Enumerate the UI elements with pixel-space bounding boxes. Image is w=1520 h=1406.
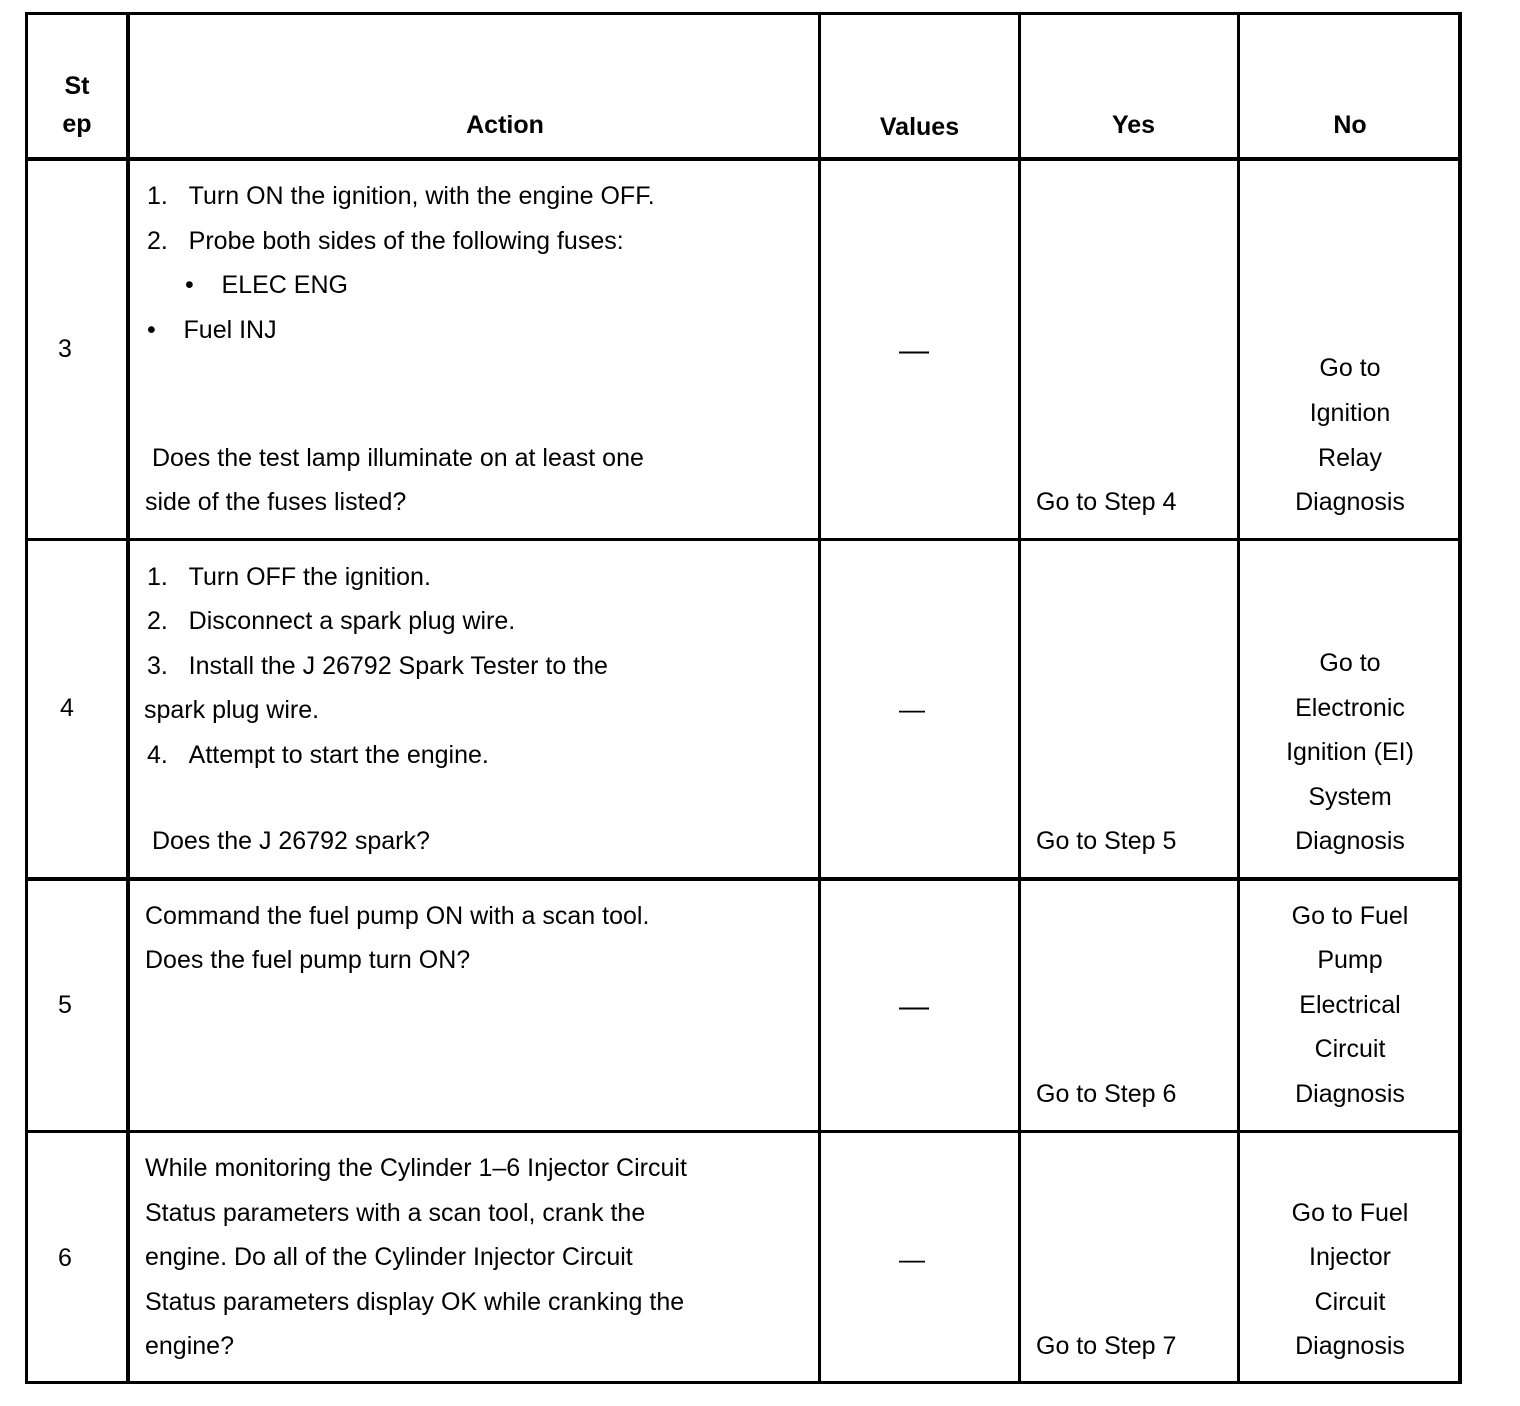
row-yes: Go to Step 7 <box>1036 1332 1177 1360</box>
no-line: Ignition (EI) <box>1286 738 1414 766</box>
grid-line <box>1018 12 1021 1384</box>
grid-line <box>25 1381 1462 1384</box>
no-line: Diagnosis <box>1295 827 1405 855</box>
no-line: Go to Fuel <box>1291 902 1409 930</box>
action-line: Status parameters with a scan tool, crank the <box>145 1199 646 1227</box>
header-step-line: ep <box>62 110 92 138</box>
grid-line <box>818 12 821 1384</box>
action-line: Command the fuel pump ON with a scan tool. <box>145 902 650 930</box>
no-line: System <box>1308 783 1392 811</box>
header-no: No <box>1333 111 1367 139</box>
no-line: Pump <box>1317 946 1383 974</box>
action-line: 2. Probe both sides of the following fuses: <box>147 227 624 255</box>
action-line: engine? <box>145 1332 234 1360</box>
row-yes: Go to Step 6 <box>1036 1080 1177 1108</box>
action-line: Status parameters display OK while cranking the <box>145 1288 685 1316</box>
header-values: Values <box>879 113 960 141</box>
row-step-number: 5 <box>58 991 72 1019</box>
action-line: 2. Disconnect a spark plug wire. <box>147 607 516 635</box>
row-values: — <box>899 990 929 1023</box>
no-line: Electronic <box>1295 694 1405 722</box>
action-line: 4. Attempt to start the engine. <box>147 741 489 769</box>
action-line: engine. Do all of the Cylinder Injector Circuit <box>145 1243 633 1271</box>
no-line: Diagnosis <box>1295 1332 1405 1360</box>
row-values: — <box>899 694 925 724</box>
header-step <box>28 67 126 143</box>
no-line: Relay <box>1318 444 1382 472</box>
grid-line <box>25 1130 1462 1133</box>
header-step-line: St <box>64 72 90 100</box>
row-step-number: 4 <box>60 694 74 722</box>
grid-line <box>25 877 1462 881</box>
action-line: side of the fuses listed? <box>145 488 407 516</box>
action-line: 1. Turn ON the ignition, with the engine OFF. <box>147 182 655 210</box>
no-line: Circuit <box>1314 1288 1386 1316</box>
row-step-number: 3 <box>58 335 72 363</box>
row-yes: Go to Step 5 <box>1036 827 1177 855</box>
no-line: Diagnosis <box>1295 1080 1405 1108</box>
action-line: 3. Install the J 26792 Spark Tester to the <box>147 652 608 680</box>
row-values: — <box>899 334 929 367</box>
action-line: • ELEC ENG <box>185 271 348 299</box>
action-line: Does the fuel pump turn ON? <box>145 946 471 974</box>
grid-line <box>25 12 1462 15</box>
no-line: Ignition <box>1309 399 1391 427</box>
grid-line <box>126 12 130 1384</box>
action-line: Does the test lamp illuminate on at least one <box>145 444 644 472</box>
diagnostic-table <box>25 12 1462 1384</box>
row-yes: Go to Step 4 <box>1036 488 1177 516</box>
action-line: While monitoring the Cylinder 1–6 Injector Circuit <box>145 1154 687 1182</box>
header-yes: Yes <box>1111 111 1156 139</box>
no-line: Go to Fuel <box>1291 1199 1409 1227</box>
no-line: Go to <box>1319 354 1381 382</box>
no-line: Injector <box>1309 1243 1391 1271</box>
action-line: 1. Turn OFF the ignition. <box>147 563 431 591</box>
no-line: Go to <box>1319 649 1381 677</box>
row-step-number: 6 <box>58 1244 72 1272</box>
action-line: spark plug wire. <box>144 696 320 724</box>
grid-line <box>25 538 1462 541</box>
grid-line <box>25 12 28 1384</box>
row-values: — <box>899 1244 925 1274</box>
action-line: • Fuel INJ <box>147 316 277 344</box>
action-line: Does the J 26792 spark? <box>145 827 430 855</box>
no-line: Circuit <box>1314 1035 1386 1063</box>
header-action: Action <box>466 111 544 139</box>
no-line: Electrical <box>1299 991 1401 1019</box>
grid-line <box>25 157 1462 161</box>
no-line: Diagnosis <box>1295 488 1405 516</box>
